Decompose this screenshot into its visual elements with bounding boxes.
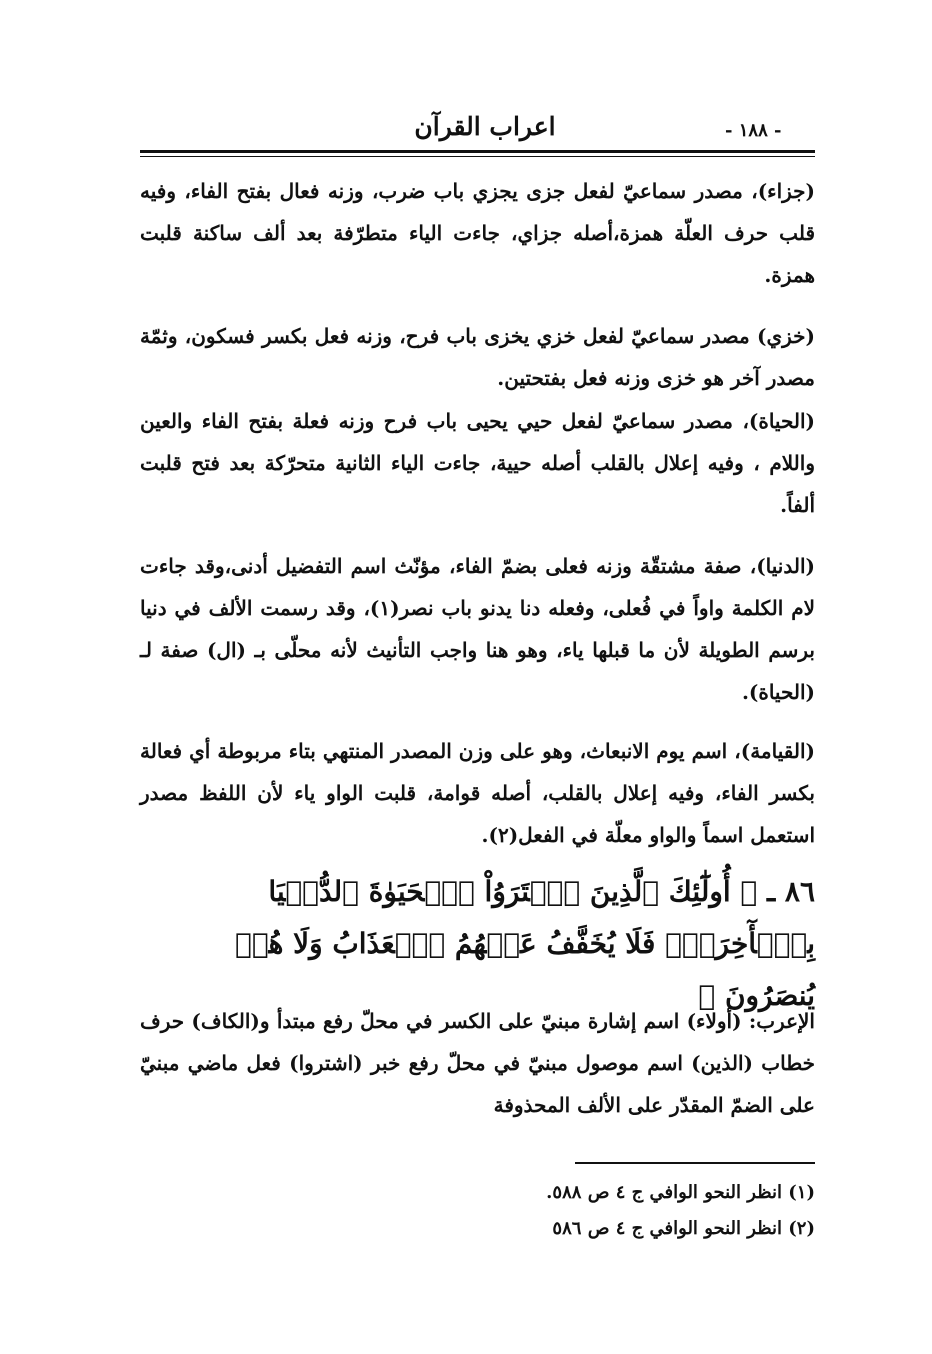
footnote-2: (٢) انظر النحو الوافي ج ٤ ص ٥٨٦ (552, 1218, 815, 1239)
paragraph-irab (140, 1000, 815, 1126)
page-header (140, 108, 815, 150)
irab-lead: الإعرب: (748, 1009, 815, 1033)
paragraph-khizy: (خزي) مصدر سماعيّ لفعل خزي يخزى باب فرح، وزنه فعل بكسر فسكون، وثمّة مصدر آخر هو خزى وزنه فعل بفتحتين. (140, 324, 815, 390)
paragraph-qiyama: (القيامة)، اسم يوم الانبعاث، وهو على وزن المصدر المنتهي بتاء مربوطة أي فعالة بكسر الفاء، وفيه إعلال بالقلب، أصله قوامة، قلبت الواو ياء لأن اللفظ مصدر استعمل اسماً والواو معلّة في الفعل(٢). (140, 739, 815, 847)
page-title: اعراب القرآن (414, 112, 556, 141)
quran-verse: ٨٦ ـ ﴿ أُولَٰٓئِكَ ٱلَّذِينَ ٱشۡتَرَوُاْ ٱلۡحَيَوٰةَ ٱلدُّنۡيَا بِٱلۡأٓخِرَةِۖ فَلَا يُخَفَّفُ عَنۡهُمُ ٱلۡعَذَابُ وَلَا هُمۡ يُنصَرُونَ ﴾ (235, 875, 815, 1012)
paragraph-jaza: (جزاء)، مصدر سماعيّ لفعل جزى يجزي باب ضرب، وزنه فعال بفتح الفاء، وفيه قلب حرف العلّة همزة،أصله جزاي، جاءت الياء متطرّفة بعد ألف ساكنة قلبت همزة. (140, 179, 815, 287)
irab-text: (أولاء) اسم إشارة مبنيّ على الكسر في محلّ رفع مبتدأ و(الكاف) حرف خطاب (الذين) اسم موصول مبنيّ في محلّ رفع خبر (اشتروا) فعل ماضي مبنيّ على الضمّ المقدّر على الألف المحذوفة (140, 1009, 815, 1117)
paragraph-hayat: (الحياة)، مصدر سماعيّ لفعل حيي يحيى باب فرح وزنه فعلة بفتح الفاء والعين واللام ، وفيه إعلال بالقلب أصله حيية، جاءت الياء الثانية متحرّكة بعد فتح قلبت ألفاً. (140, 409, 815, 517)
footnote-rule (575, 1162, 815, 1164)
header-rule (140, 150, 815, 153)
paragraph-dunya: (الدنيا)، صفة مشتقّة وزنه فعلى بضمّ الفاء، مؤنّث اسم التفضيل أدنى،وقد جاءت لام الكلمة واواً في فُعلى، وفعله دنا يدنو باب نصر(١)، وقد رسمت الألف في دنيا برسم الطويلة لأن ما قبلها ياء، وهو هنا واجب التأنيث لأنه محلّى بـ (ال) صفة لـ (الحياة). (140, 554, 815, 704)
footnotes (140, 1175, 815, 1247)
header-rule-thin (140, 156, 815, 157)
footnote-1: (١) انظر النحو الوافي ج ٤ ص ٥٨٨. (546, 1182, 815, 1203)
page-number: - ١٨٨ - (725, 120, 782, 141)
